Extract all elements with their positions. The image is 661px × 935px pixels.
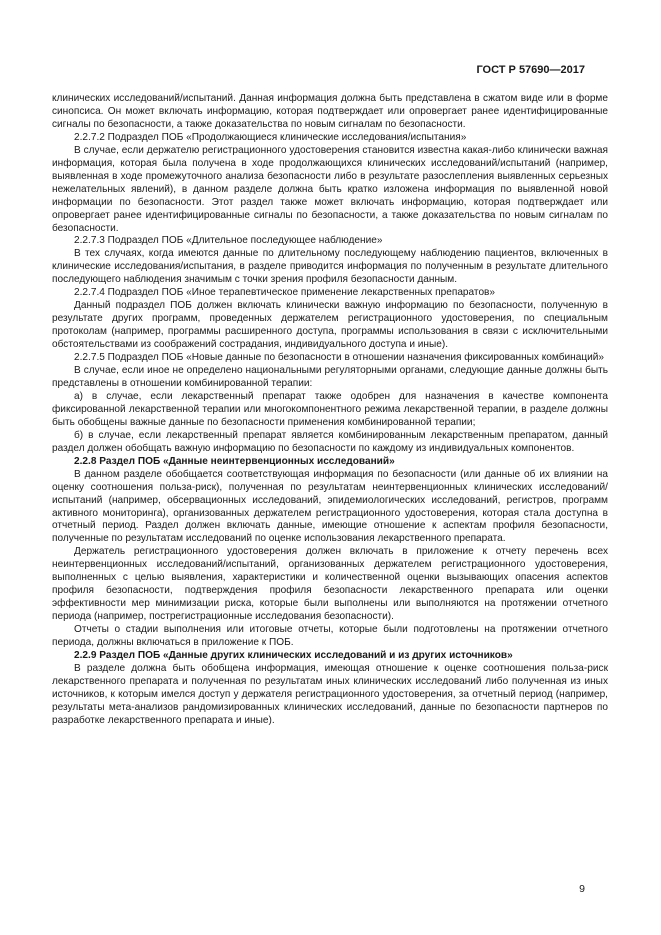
document-body — [52, 93, 608, 728]
page-number: 9 — [579, 883, 585, 895]
section-heading: 2.2.8 Раздел ПОБ «Данные неинтервенционных исследований» — [74, 455, 395, 467]
paragraph: б) в случае, если лекарственный препарат является комбинированным лекарственным препаратом, данный раздел должен обобщать важную информацию по безопасности по каждому из индивидуальных компонентов. — [52, 429, 608, 454]
paragraph: Данный подраздел ПОБ должен включать клинически важную информацию по безопасности, полученную в результате других программ, проведенных держателем регистрационного удостоверения, по специальным протоколам (например, программы расширенного доступа, программы использования в связи с исключительными обстоятельствами из соображений сострадания, индивидуального доступа и иные). — [52, 300, 608, 351]
document-code: ГОСТ Р 57690—2017 — [476, 64, 585, 76]
paragraph: 2.2.7.5 Подраздел ПОБ «Новые данные по безопасности в отношении назначения фиксированных комбинаций» — [74, 352, 605, 364]
paragraph: Отчеты о стадии выполнения или итоговые отчеты, которые были подготовлены на протяжении отчетного периода, должны включаться в приложение к ПОБ. — [52, 624, 608, 649]
section-heading: 2.2.9 Раздел ПОБ «Данные других клинических исследований и из других источников» — [74, 649, 513, 661]
paragraph: 2.2.7.4 Подраздел ПОБ «Иное терапевтическое применение лекарственных препаратов» — [74, 287, 496, 299]
paragraph: клинических исследований/испытаний. Данная информация должна быть представлена в сжатом виде или в форме синопсиса. Он может включать информацию, которая подтверждает или опровергает ранее идентифицированные сигналы по безопасности, а также доказательства по новым сигналам по безопасности. — [52, 93, 608, 130]
paragraph: 2.2.7.2 Подраздел ПОБ «Продолжающиеся клинические исследования/испытания» — [74, 131, 467, 143]
paragraph: В тех случаях, когда имеются данные по длительному последующему наблюдению пациентов, включенных в клинические исследования/испытания, в разделе приводится информация по полученным в результате длительного последующего наблюдения значимым с точки зрения профиля безопасности данным. — [52, 248, 608, 286]
paragraph: В случае, если иное не определено национальными регуляторными органами, следующие данные должны быть представлены в отношении комбинированной терапии: — [52, 365, 608, 389]
paragraph: а) в случае, если лекарственный препарат также одобрен для назначения в качестве компонента фиксированной лекарственной терапии или многокомпонентного режима лекарственной терапии, в разделе должны быть обобщены важные данные по безопасности применения комбинированной терапии; — [52, 390, 608, 428]
paragraph: 2.2.7.3 Подраздел ПОБ «Длительное последующее наблюдение» — [74, 235, 383, 247]
paragraph: В разделе должна быть обобщена информация, имеющая отношение к оценке соотношения польза-риск лекарственного препарата и полученная по результатам иных клинических исследований либо полученная из иных источников, к которым имелся доступ у держателя регистрационного удостоверения, за отчетный период (например, результаты мета-анализов рандомизированных клинических исследований, данные по безопасности партнеров по разработке лекарственного препарата и иные). — [52, 662, 608, 726]
paragraph: В случае, если держателю регистрационного удостоверения становится известна какая-либо клинически важная информация, которая была получена в ходе продолжающихся клинических исследований/испытаний (например, выявленная в ходе промежуточного анализа безопасности либо в результате разослепления выявленных серьезных нежелательных явлений), в данном разделе должна быть кратко изложена информация по выявленной новой информации по безопасности. Этот раздел также может включать информацию, которая подтверждает или опровергает ранее идентифицированные сигналы по безопасности, а также доказательства по новым сигналам по безопасности. — [52, 144, 608, 234]
paragraph: В данном разделе обобщается соответствующая информация по безопасности (или данные об их влиянии на оценку соотношения польза-риск), полученная по результатам неинтервенционных клинических исследований/испытаний (например, обсервационных исследований, эпидемиологических исследований, регистров, программ активного мониторинга), организованных держателем регистрационного удостоверения, которая стала доступна в отчетный период. Раздел должен включать данные, имеющие отношение к аспектам профиля безопасности, полученные по результатам исследований по оценке использования лекарственного препарата. — [52, 468, 608, 545]
paragraph: Держатель регистрационного удостоверения должен включать в приложение к отчету перечень всех неинтервенционных исследований/испытаний, организованных держателем регистрационного удостоверения, выполненных с целью выявления, характеристики и количественной оценки вызывающих опасения аспектов профиля безопасности, подтверждения профиля безопасности лекарственного препарата или оценки эффективности мер минимизации риска, которые были выполнены или выполняются на протяжении отчетного периода (например, пострегистрационные исследования безопасности). — [52, 546, 608, 623]
